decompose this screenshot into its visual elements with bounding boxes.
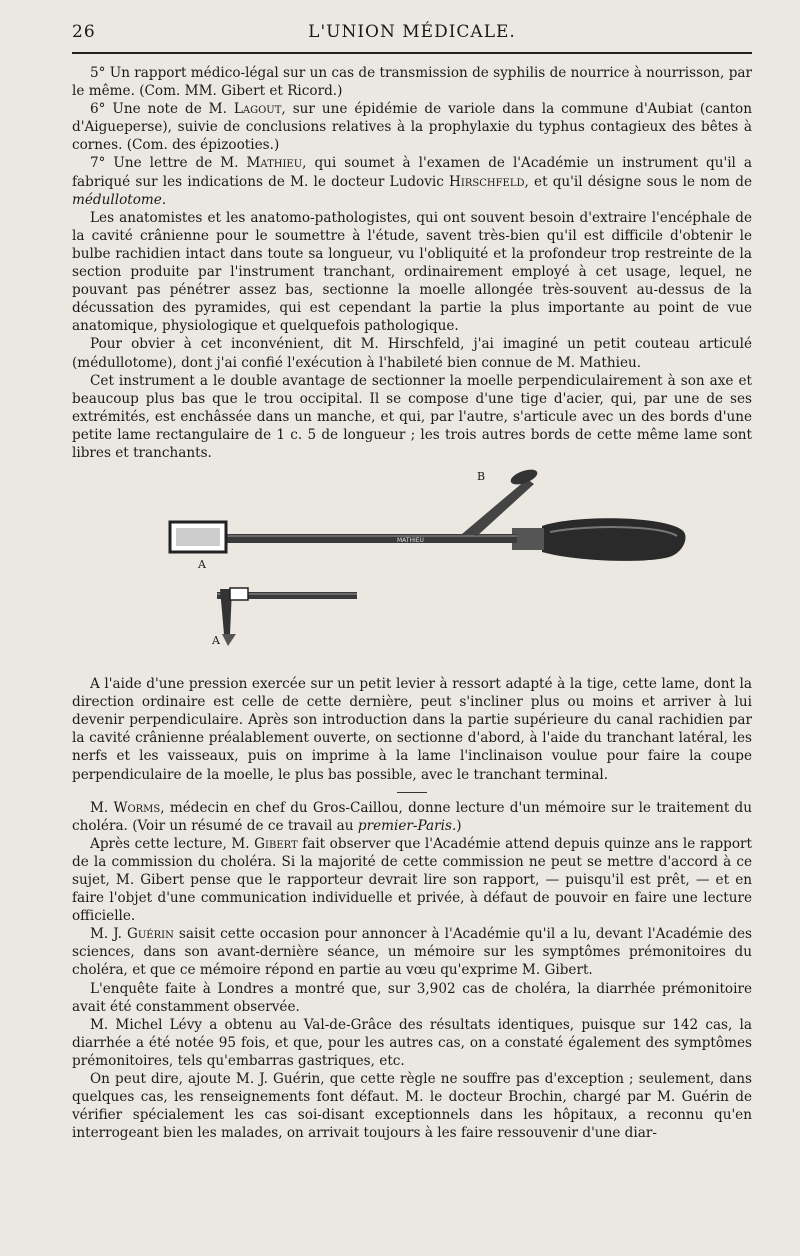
paragraph-levy: M. Michel Lévy a obtenu au Val-de-Grâce des résultats identiques, puisque sur 142 cas, la diarrhée a été notée 95 fois, et que, pour les autres cas, on a constaté également des symptômes prémonitoires, tels qu'embarras gastriques, etc.	[72, 1016, 752, 1069]
list-item-6: 6° Une note de M. Lagout, sur une épidémie de variole dans la commune d'Aubiat (canton d'Aigueperse), suivie de conclusions relatives à la prophylaxie du typhus contagieux des bêtes à cornes. (Com. des épizooties.)	[72, 101, 752, 154]
paragraph-pression: A l'aide d'une pression exercée sur un petit levier à ressort adapté à la tige, cette lame, dont la direction ordinaire est celle de cette dernière, peut s'incliner plus ou moins et arriver à lui devenir perpendiculaire. Après son introduction dans la partie supérieure du canal rachidien par la cavité crânienne préalablement ouverte, on sectionne d'abord, à l'aide du tranchant latéral, les nerfs et les vaisseaux, puis on imprime à la lame l'inclinaison voulue pour faire la coupe perpendiculaire de la moelle, le plus bas possible, avec le tranchant terminal.	[72, 676, 752, 783]
paragraph-guerin: M. J. Guérin saisit cette occasion pour annoncer à l'Académie qu'il a lu, devant l'Académie des sciences, dans son avant-dernière séance, un mémoire sur les symptômes prémonitoires du choléra, et que ce mémoire répond en partie au vœu qu'exprime M. Gibert.	[72, 926, 752, 979]
paragraph-pour-obvier: Pour obvier à cet inconvénient, dit M. Hirschfeld, j'ai imaginé un petit couteau articulé (médullotome), dont j'ai confié l'exécution à l'habileté bien connue de M. Mathieu.	[72, 336, 752, 371]
paragraph-worms: M. Worms, médecin en chef du Gros-Caillou, donne lecture d'un mémoire sur le traitement du choléra. (Voir un résumé de ce travail au premier-Paris.)	[72, 799, 752, 834]
figure-label-a1: A	[198, 558, 206, 572]
section-divider	[397, 792, 427, 793]
medullotome-figure	[72, 464, 752, 669]
paragraph-londres: L'enquête faite à Londres a montré que, sur 3,902 cas de choléra, la diarrhée prémonitoire avait été constamment observée.	[72, 980, 752, 1015]
paragraph-instrument: Cet instrument a le double avantage de sectionner la moelle perpendiculairement à son axe et beaucoup plus bas que le trou occipital. Il se compose d'une tige d'acier, qui, par une de ses extrémités, est enchâssée dans un manche, et qui, par l'autre, s'articule avec un des bords d'une petite lame rectangulaire de 1 c. 5 de longueur ; les trois autres bords de cette même lame sont libres et tranchants.	[72, 372, 752, 461]
paragraph-on-peut-dire: On peut dire, ajoute M. J. Guérin, que cette règle ne souffre pas d'exception ; seulement, dans quelques cas, les renseignements font défaut. M. le docteur Brochin, chargé par M. Guérin de vérifier spécialement les cas soi-disant exceptionnels dans les hôpitaux, a reconnu qu'en interrogeant bien les malades, on arrivait toujours à les faire ressouvenir d'une diar-	[72, 1071, 752, 1142]
paragraph-gibert: Après cette lecture, M. Gibert fait observer que l'Académie attend depuis quinze ans le rapport de la commission du choléra. Si la majorité de cette commission ne peut se mettre d'accord à ce sujet, M. Gibert pense que le rapporteur devrait lire son rapport, — puisqu'il est prêt, — et en faire l'objet d'une communication individuelle et privée, à défaut de pouvoir en faire une lecture officielle.	[72, 835, 753, 925]
list-item-7: 7° Une lettre de M. Mathieu, qui soumet à l'examen de l'Académie un instrument qu'il a fabriqué sur les indications de M. le docteur Ludovic Hirschfeld, et qu'il désigne sous le nom de médullotome.	[72, 155, 752, 208]
journal-title: L'UNION MÉDICALE.	[308, 22, 516, 42]
article-body	[72, 54, 752, 1142]
engraving-text: MATHIEU	[397, 537, 424, 545]
page-header	[72, 22, 752, 54]
page-number: 26	[72, 22, 96, 42]
figure-label-b: B	[477, 470, 486, 484]
paragraph-anatomistes: Les anatomistes et les anatomo-pathologistes, qui ont souvent besoin d'extraire l'encéphale de la cavité crânienne pour le soumettre à l'étude, savent très-bien qu'il est difficile d'obtenir le bulbe rachidien intact dans toute sa longueur, vu l'obliquité et la profondeur trop restreinte de la section produite par l'instrument tranchant, ordinairement employé à cet usage, lequel, ne pouvant pas pénétrer assez bas, sectionne la moelle allongée très-souvent au-dessus de la décussation des pyramides, qui est cependant la partie la plus importante au point de vue anatomique, physiologique et quelquefois pathologique.	[72, 209, 752, 335]
list-item-5: 5° Un rapport médico-légal sur un cas de transmission de syphilis de nourrice à nourrisson, par le même. (Com. MM. Gibert et Ricord.)	[72, 65, 752, 100]
medullotome-illustration	[72, 464, 752, 669]
figure-label-a2: A	[212, 634, 220, 648]
